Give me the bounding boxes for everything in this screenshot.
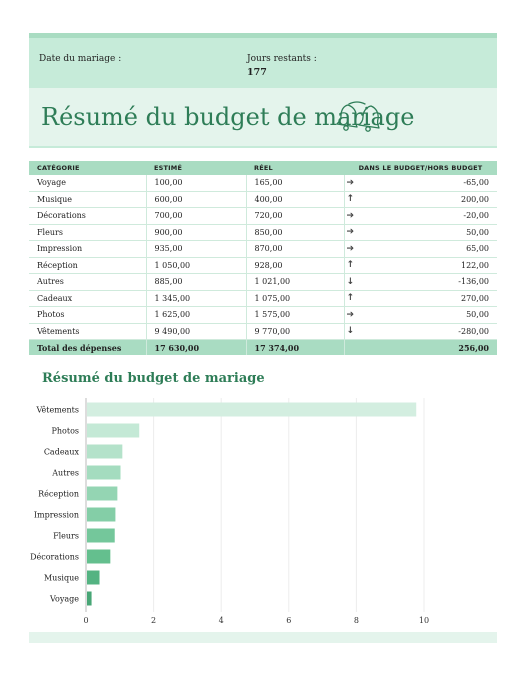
arrow-right-icon: ➔ <box>346 309 355 320</box>
col-actual: RÉEL <box>246 161 344 175</box>
row-estimated: 1 345,00 <box>146 290 246 307</box>
arrow-right-icon: ➔ <box>346 177 355 188</box>
row-estimated: 935,00 <box>146 241 246 258</box>
y-category-label: Fleurs <box>53 531 79 541</box>
row-arrow-cell <box>344 307 361 324</box>
chart-bar <box>87 529 115 543</box>
row-arrow-cell <box>344 175 361 191</box>
table-row <box>29 191 497 208</box>
y-category-label: Réception <box>38 489 79 499</box>
days-remaining-value: 177 <box>247 67 267 78</box>
y-category-label: Autres <box>52 468 79 478</box>
row-estimated: 885,00 <box>146 274 246 291</box>
x-tick-label: 0 <box>83 616 89 625</box>
arrow-up-icon: ↑ <box>346 260 355 271</box>
arrow-down-icon: ↓ <box>346 326 355 337</box>
row-estimated: 600,00 <box>146 191 246 208</box>
total-difference: 256,00 <box>361 340 498 356</box>
table-header-row <box>29 161 497 175</box>
row-estimated: 700,00 <box>146 208 246 225</box>
x-tick-label: 10 <box>418 616 430 625</box>
y-category-label: Cadeaux <box>43 447 79 457</box>
row-estimated: 100,00 <box>146 175 246 191</box>
row-arrow-cell <box>344 323 361 340</box>
row-arrow-cell <box>344 241 361 258</box>
row-category: Musique <box>29 191 146 208</box>
row-estimated: 1 625,00 <box>146 307 246 324</box>
col-estimated: ESTIMÉ <box>146 161 246 175</box>
row-difference: -136,00 <box>361 274 498 291</box>
row-actual: 165,00 <box>246 175 344 191</box>
row-category: Vêtements <box>29 323 146 340</box>
total-estimated: 17 630,00 <box>146 340 246 356</box>
budget-bar-chart <box>29 390 497 628</box>
row-estimated: 900,00 <box>146 224 246 241</box>
row-actual: 1 075,00 <box>246 290 344 307</box>
total-actual: 17 374,00 <box>246 340 344 356</box>
table-row <box>29 175 497 191</box>
row-difference: 65,00 <box>361 241 498 258</box>
arrow-right-icon: ➔ <box>346 210 355 221</box>
row-estimated: 9 490,00 <box>146 323 246 340</box>
row-actual: 1 575,00 <box>246 307 344 324</box>
chart-bar <box>87 508 115 522</box>
row-arrow-cell <box>344 274 361 291</box>
wedding-bells-icon <box>335 101 381 133</box>
table-row <box>29 224 497 241</box>
y-category-label: Photos <box>51 426 79 436</box>
chart-bar <box>87 571 100 585</box>
row-category: Fleurs <box>29 224 146 241</box>
row-category: Cadeaux <box>29 290 146 307</box>
row-arrow-cell <box>344 191 361 208</box>
row-difference: 122,00 <box>361 257 498 274</box>
row-difference: -20,00 <box>361 208 498 225</box>
total-label: Total des dépenses <box>29 340 146 356</box>
row-arrow-cell <box>344 257 361 274</box>
row-actual: 850,00 <box>246 224 344 241</box>
row-arrow-cell <box>344 290 361 307</box>
page-title: Résumé du budget de mariage <box>41 103 415 131</box>
arrow-up-icon: ↑ <box>346 194 355 205</box>
wedding-date-label: Date du mariage : <box>39 54 122 64</box>
row-arrow-cell <box>344 224 361 241</box>
table-row <box>29 257 497 274</box>
row-difference: -280,00 <box>361 323 498 340</box>
chart-bar <box>87 445 122 459</box>
x-tick-label: 6 <box>286 616 292 625</box>
days-remaining-label: Jours restants : <box>247 54 317 64</box>
row-actual: 928,00 <box>246 257 344 274</box>
row-estimated: 1 050,00 <box>146 257 246 274</box>
row-difference: 200,00 <box>361 191 498 208</box>
y-category-label: Musique <box>43 573 79 583</box>
x-tick-label: 2 <box>151 616 157 625</box>
row-category: Photos <box>29 307 146 324</box>
info-band <box>29 38 497 88</box>
table-row <box>29 208 497 225</box>
title-band <box>29 88 497 148</box>
x-tick-label: 4 <box>218 616 224 625</box>
col-category: CATÉGORIE <box>29 161 146 175</box>
total-row <box>29 340 497 356</box>
arrow-up-icon: ↑ <box>346 293 355 304</box>
table-row <box>29 274 497 291</box>
chart-bar <box>87 592 92 606</box>
row-category: Décorations <box>29 208 146 225</box>
table-row <box>29 323 497 340</box>
row-category: Autres <box>29 274 146 291</box>
chart-bar <box>87 424 139 438</box>
y-category-label: Vêtements <box>36 405 79 415</box>
table-row <box>29 307 497 324</box>
table-body <box>29 175 497 355</box>
chart-bar <box>87 466 121 480</box>
total-arrow-cell <box>344 340 361 356</box>
chart-title: Résumé du budget de mariage <box>42 371 265 386</box>
row-actual: 1 021,00 <box>246 274 344 291</box>
row-category: Voyage <box>29 175 146 191</box>
arrow-down-icon: ↓ <box>346 276 355 287</box>
col-budget-status: DANS LE BUDGET/HORS BUDGET <box>344 161 497 175</box>
row-actual: 9 770,00 <box>246 323 344 340</box>
row-category: Réception <box>29 257 146 274</box>
row-actual: 870,00 <box>246 241 344 258</box>
table-row <box>29 290 497 307</box>
chart-bar <box>87 403 416 417</box>
budget-table <box>29 161 497 355</box>
row-actual: 720,00 <box>246 208 344 225</box>
y-category-label: Décorations <box>30 552 79 562</box>
row-actual: 400,00 <box>246 191 344 208</box>
bottom-strip <box>29 632 497 643</box>
row-arrow-cell <box>344 208 361 225</box>
chart-bar <box>87 487 117 501</box>
x-tick-label: 8 <box>353 616 359 625</box>
y-category-label: Impression <box>33 510 79 520</box>
row-difference: -65,00 <box>361 175 498 191</box>
row-difference: 270,00 <box>361 290 498 307</box>
row-difference: 50,00 <box>361 307 498 324</box>
y-category-label: Voyage <box>49 594 79 604</box>
row-difference: 50,00 <box>361 224 498 241</box>
arrow-right-icon: ➔ <box>346 227 355 238</box>
page-header <box>29 33 497 148</box>
chart-bar <box>87 550 110 564</box>
table-row <box>29 241 497 258</box>
row-category: Impression <box>29 241 146 258</box>
arrow-right-icon: ➔ <box>346 243 355 254</box>
